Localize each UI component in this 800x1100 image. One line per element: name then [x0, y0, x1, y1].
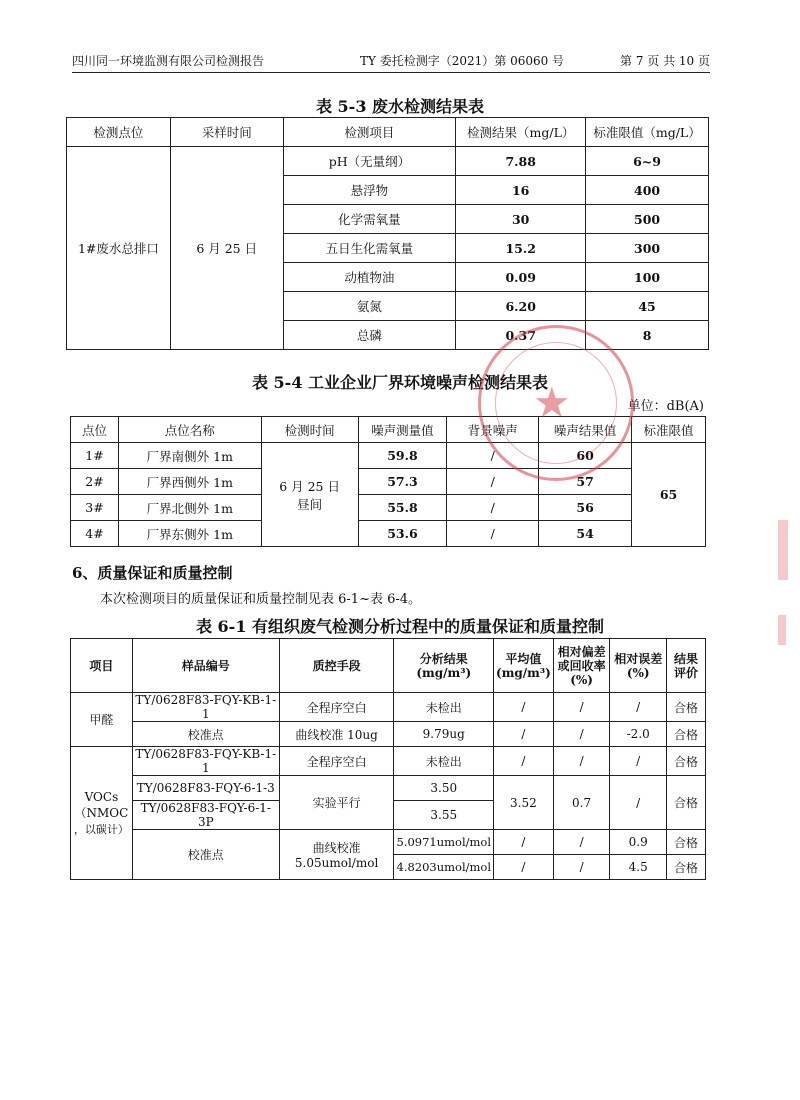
- point-cell: 1#: [71, 443, 119, 469]
- table-row: [71, 776, 706, 801]
- company-name: 四川同一环境监测有限公司检测报告: [72, 54, 265, 68]
- table-row: [71, 495, 706, 521]
- item-cell: 悬浮物: [283, 176, 456, 205]
- col-header: 检测结果（mg/L）: [456, 118, 586, 147]
- item-cell: [71, 747, 133, 880]
- name-cell: 厂界南侧外 1m: [118, 443, 261, 469]
- err-cell: /: [610, 747, 667, 776]
- item-line: VOCs: [84, 789, 119, 804]
- col-header: 噪声结果值: [539, 417, 632, 443]
- result-cell: 未检出: [394, 747, 494, 776]
- limit-cell: 400: [586, 176, 709, 205]
- result-cell: 3.50: [394, 776, 494, 801]
- eval-cell: 合格: [667, 722, 706, 747]
- eval-cell: 合格: [667, 855, 706, 880]
- result-cell: 未检出: [394, 693, 494, 722]
- seal-star-icon: ★: [533, 378, 571, 427]
- col-header: 标准限值（mg/L）: [586, 118, 709, 147]
- col-header-line: 评价: [673, 665, 698, 680]
- background-cell: /: [447, 469, 539, 495]
- col-header-line: 相对误差: [614, 651, 663, 666]
- table-row: [71, 830, 706, 855]
- name-cell: 厂界西侧外 1m: [118, 469, 261, 495]
- measured-cell: 55.8: [358, 495, 447, 521]
- point-cell: 3#: [71, 495, 119, 521]
- col-header-line: (%): [570, 672, 593, 687]
- col-header: 检测项目: [283, 118, 456, 147]
- result-cell: 57: [539, 469, 632, 495]
- item-line: （NMOC: [74, 805, 129, 820]
- result-cell: 56: [539, 495, 632, 521]
- seam-stamp-fragment: [778, 520, 788, 580]
- dev-cell: /: [553, 830, 610, 855]
- limit-cell: 300: [586, 234, 709, 263]
- sample-cell: 校准点: [132, 830, 279, 880]
- qc-cell: 实验平行: [279, 776, 394, 830]
- point-cell: 2#: [71, 469, 119, 495]
- col-header: 点位名称: [118, 417, 261, 443]
- time-line1: 6 月 25 日: [279, 478, 340, 494]
- table-6-1-title: 表 6-1 有组织废气检测分析过程中的质量保证和质量控制: [195, 617, 605, 636]
- col-header: 质控手段: [279, 639, 394, 693]
- background-cell: /: [447, 521, 539, 547]
- result-cell: 9.79ug: [394, 722, 494, 747]
- col-header: 采样时间: [170, 118, 283, 147]
- col-header: [553, 639, 610, 693]
- col-header-line: 或回收率: [557, 658, 606, 673]
- col-header: 检测点位: [67, 118, 171, 147]
- col-header: 项目: [71, 639, 133, 693]
- avg-cell: /: [494, 693, 554, 722]
- date-cell: 6 月 25 日: [170, 147, 283, 350]
- table-row: [71, 693, 706, 722]
- measured-cell: 57.3: [358, 469, 447, 495]
- table-row: [71, 722, 706, 747]
- col-header: 点位: [71, 417, 119, 443]
- result-cell: 7.88: [456, 147, 586, 176]
- page-number: 第 7 页 共 10 页: [620, 54, 710, 68]
- limit-cell: 100: [586, 263, 709, 292]
- qc-cell: 全程序空白: [279, 747, 394, 776]
- err-cell: 4.5: [610, 855, 667, 880]
- name-cell: 厂界北侧外 1m: [118, 495, 261, 521]
- col-header: [494, 639, 554, 693]
- item-cell: 总磷: [283, 321, 456, 350]
- qc-line: 5.05umol/mol: [294, 856, 379, 870]
- col-header-line: (mg/m³): [496, 665, 551, 680]
- site-cell: 1#废水总排口: [67, 147, 171, 350]
- avg-cell: /: [494, 830, 554, 855]
- limit-cell: 8: [586, 321, 709, 350]
- col-header: 标准限值: [632, 417, 706, 443]
- result-cell: 54: [539, 521, 632, 547]
- result-cell: 60: [539, 443, 632, 469]
- err-cell: /: [610, 776, 667, 830]
- result-cell: 0.09: [456, 263, 586, 292]
- background-cell: /: [447, 443, 539, 469]
- qc-cell: 全程序空白: [279, 693, 394, 722]
- result-cell: 30: [456, 205, 586, 234]
- table-5-4: [70, 416, 706, 547]
- result-cell: 5.0971umol/mol: [394, 830, 494, 855]
- result-cell: 15.2: [456, 234, 586, 263]
- result-cell: 16: [456, 176, 586, 205]
- col-header-line: 结果: [673, 651, 698, 666]
- sample-cell: TY/0628F83-FQY-6-1-3P: [132, 801, 279, 830]
- table-row: [71, 443, 706, 469]
- limit-cell: 45: [586, 292, 709, 321]
- sample-cell: TY/0628F83-FQY-KB-1-1: [132, 693, 279, 722]
- col-header-line: (%): [626, 665, 650, 680]
- time-cell: [261, 443, 358, 547]
- point-cell: 4#: [71, 521, 119, 547]
- avg-cell: /: [494, 855, 554, 880]
- col-header-line: 分析结果: [419, 651, 468, 666]
- dev-cell: /: [553, 855, 610, 880]
- result-cell: 3.55: [394, 801, 494, 830]
- item-cell: pH（无量纲）: [283, 147, 456, 176]
- item-cell: 五日生化需氧量: [283, 234, 456, 263]
- table-row: [71, 469, 706, 495]
- table-5-4-title: 表 5-4 工业企业厂界环境噪声检测结果表: [251, 373, 549, 392]
- dev-cell: /: [553, 693, 610, 722]
- item-line: ，以碳计）: [73, 822, 129, 836]
- qc-cell: [279, 830, 394, 880]
- item-cell: 氨氮: [283, 292, 456, 321]
- err-cell: /: [610, 693, 667, 722]
- limit-cell: 6~9: [586, 147, 709, 176]
- col-header: [610, 639, 667, 693]
- table-5-3-title: 表 5-3 废水检测结果表: [315, 97, 485, 116]
- avg-cell: /: [494, 722, 554, 747]
- report-number: TY 委托检测字（2021）第 06060 号: [359, 54, 565, 68]
- sample-cell: 校准点: [132, 722, 279, 747]
- table-row: [67, 147, 709, 176]
- item-cell: 动植物油: [283, 263, 456, 292]
- col-header-line: 平均值: [505, 651, 542, 666]
- eval-cell: 合格: [667, 776, 706, 830]
- col-header: [394, 639, 494, 693]
- qc-cell: 曲线校准 10ug: [279, 722, 394, 747]
- item-cell: 化学需氧量: [283, 205, 456, 234]
- col-header: 噪声测量值: [358, 417, 447, 443]
- limit-cell: 500: [586, 205, 709, 234]
- item-cell: 甲醛: [71, 693, 133, 747]
- dev-cell: /: [553, 722, 610, 747]
- col-header: 背景噪声: [447, 417, 539, 443]
- col-header: [667, 639, 706, 693]
- eval-cell: 合格: [667, 747, 706, 776]
- err-cell: -2.0: [610, 722, 667, 747]
- time-line2: 昼间: [297, 496, 323, 512]
- avg-cell: /: [494, 747, 554, 776]
- dev-cell: 0.7: [553, 776, 610, 830]
- limit-cell: 65: [632, 443, 706, 547]
- background-cell: /: [447, 495, 539, 521]
- measured-cell: 59.8: [358, 443, 447, 469]
- eval-cell: 合格: [667, 830, 706, 855]
- table-row: [71, 747, 706, 776]
- eval-cell: 合格: [667, 693, 706, 722]
- col-header: 检测时间: [261, 417, 358, 443]
- col-header: 样品编号: [132, 639, 279, 693]
- unit-label: 单位：dB(A): [627, 399, 704, 414]
- col-header-line: 相对偏差: [557, 644, 606, 659]
- page-header: [72, 52, 710, 73]
- result-cell: 6.20: [456, 292, 586, 321]
- table-row: [71, 521, 706, 547]
- result-cell: 4.8203umol/mol: [394, 855, 494, 880]
- col-header-line: (mg/m³): [416, 665, 472, 680]
- table-5-3: [66, 117, 709, 350]
- sample-cell: TY/0628F83-FQY-6-1-3: [132, 776, 279, 801]
- section-6-heading: 6、质量保证和质量控制: [72, 564, 233, 582]
- seam-stamp-fragment: [778, 615, 786, 645]
- sample-cell: TY/0628F83-FQY-KB-1-1: [132, 747, 279, 776]
- measured-cell: 53.6: [358, 521, 447, 547]
- name-cell: 厂界东侧外 1m: [118, 521, 261, 547]
- table-6-1: [70, 638, 706, 880]
- err-cell: 0.9: [610, 830, 667, 855]
- avg-cell: 3.52: [494, 776, 554, 830]
- section-6-text: 本次检测项目的质量保证和质量控制见表 6-1~表 6-4。: [100, 592, 422, 607]
- qc-line: 曲线校准: [312, 841, 361, 855]
- result-cell: 0.37: [456, 321, 586, 350]
- dev-cell: /: [553, 747, 610, 776]
